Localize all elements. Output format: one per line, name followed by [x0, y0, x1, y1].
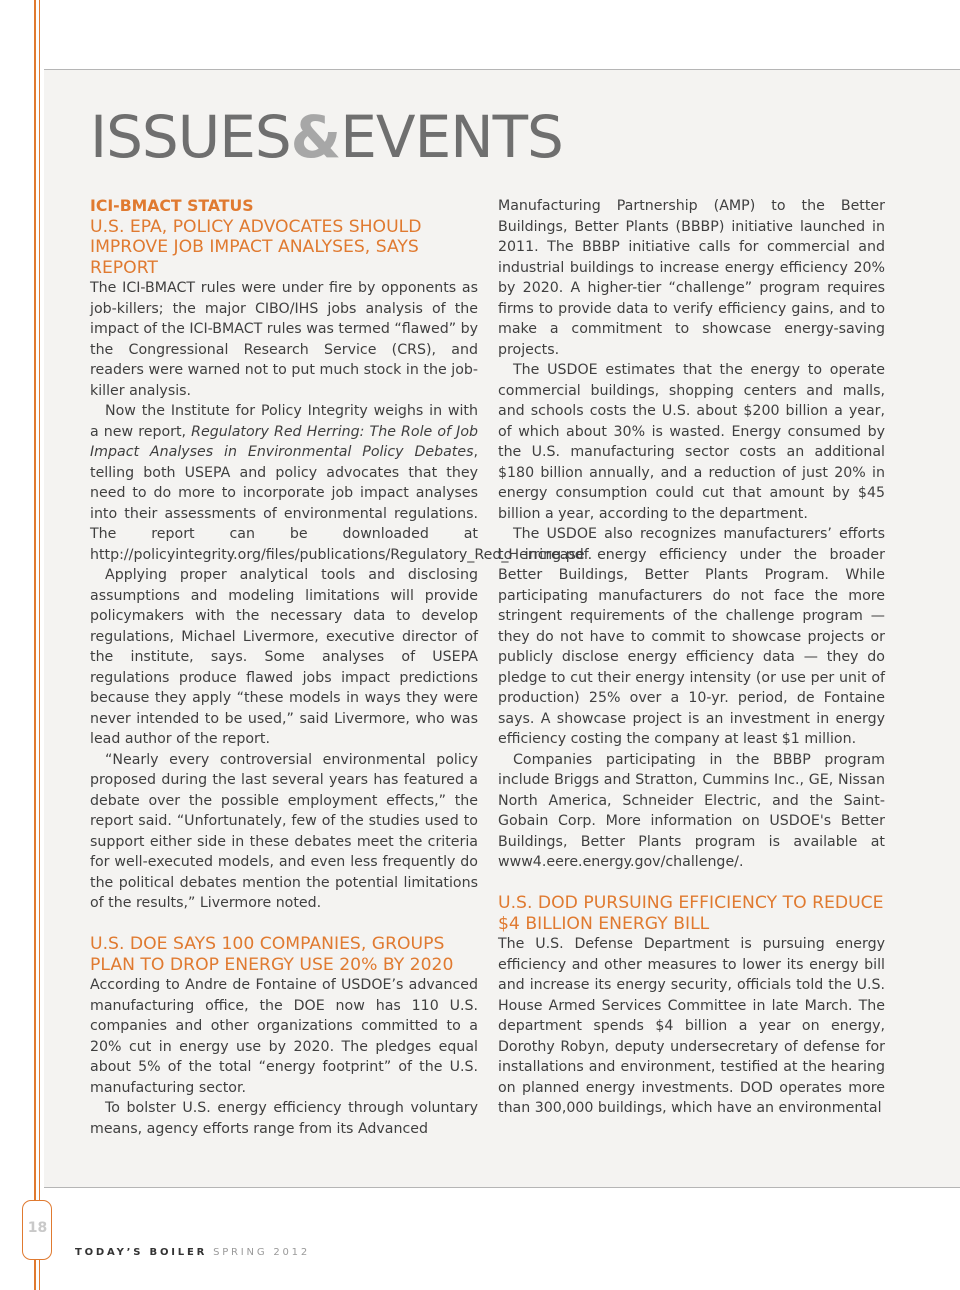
paragraph: The USDOE estimates that the energy to operate commercial buildings, shopping centers and malls, and schools costs the U.S. about $200 billion a year, of which about 30% is wasted. Energy consumed by the U.S. manufacturing sector costs an additional $180 billion annually, and a reduction of just 20% in energy consumption could cut that amount by $45 billion a year, according to the department. — [498, 362, 885, 522]
paragraph: “Nearly every controversial environmental policy proposed during the last several years has featured a debate over the possible employment effects,” the report said. “Unfortunately, few of the studies used to support either side in these debates meet the criteria for well-executed models, and even less frequently do the political debates mention the potential limitations of the results,” Livermore noted. — [90, 751, 478, 911]
section-title — [90, 100, 563, 174]
paragraph: The ICI-BMACT rules were under fire by opponents as job-killers; the major CIBO/IHS jobs analysis of the impact of the ICI-BMACT rules was termed “flawed” by the Congressional Research Service (CRS), and readers were warned not to put much stock in the job-killer analysis. — [90, 280, 478, 399]
headline-doe-100-companies: U.S. DOE SAYS 100 COMPANIES, GROUPS PLAN TO DROP ENERGY USE 20% BY 2020 — [90, 934, 454, 975]
left-rule-outer — [34, 0, 36, 1290]
publication-name: TODAY’S BOILER — [75, 1247, 208, 1258]
headline-epa-job-impact: U.S. EPA, POLICY ADVOCATES SHOULD IMPROVE JOB IMPACT ANALYSES, SAYS REPORT — [90, 216, 422, 278]
left-rule-inner — [39, 0, 41, 1290]
article-column-left — [90, 196, 593, 1139]
bottom-divider — [44, 1187, 960, 1188]
paragraph: To bolster U.S. energy efficiency through voluntary means, agency efforts range from its Advanced — [90, 1100, 478, 1137]
kicker-ici-bmact: ICI-BMACT STATUS — [90, 196, 254, 215]
section-title-issues: ISSUES — [90, 103, 291, 171]
paragraph: The USDOE also recognizes manufacturers’ efforts to increase energy efficiency under the broader Better Buildings, Better Plants Program. While participating manufacturers do not face the more stringent requirements of the challenge program — they do not have to commit to showcase projects or publicly disclose energy efficiency data — they do pledge to cut their energy intensity (or use per unit of production) 25% over a 10-yr. period, de Fontaine says. A showcase project is an investment in energy efficiency costing the company at least $1 million. — [498, 526, 885, 747]
headline-dod-efficiency: U.S. DOD PURSUING EFFICIENCY TO REDUCE $4 BILLION ENERGY BILL — [498, 893, 884, 934]
paragraph-text: Now the Institute for Policy Integrity weighs in with a new report, — [90, 403, 478, 440]
paragraph: According to Andre de Fontaine of USDOE’s advanced manufacturing office, the DOE now has 110 U.S. companies and other organizations committed to a 20% cut in energy use by 2020. The pledges equal about 5% of the total “energy footprint” of the U.S. manufacturing sector. — [90, 977, 478, 1096]
paragraph: The U.S. Defense Department is pursuing energy efficiency and other measures to lower its energy bill and increase its energy security, officials told the U.S. House Armed Services Committee in late March. The department spends $4 billion a year on energy, Dorothy Robyn, deputy undersecretary of defense for installations and environment, testified at the hearing on planned energy investments. DOD operates more than 300,000 buildings, which have an environmental — [498, 936, 885, 1116]
paragraph-text: , telling both USEPA and policy advocates that they need to do more to incorporate job impact analyses into their assessments of environmental regulations. The report can be downloaded at http://policyintegrity.org/files/publications/Regulatory_Red_Herring.pdf. — [90, 444, 593, 563]
paragraph — [90, 401, 593, 565]
page-number: 18 — [27, 1220, 48, 1236]
footer-folio — [75, 1247, 310, 1258]
spacer — [498, 873, 885, 894]
report-title: Regulatory Red Herring: The Role of Job Impact Analyses in Environmental Policy Debates — [90, 423, 478, 460]
section-title-events: EVENTS — [340, 103, 563, 171]
section-title-ampersand: & — [290, 103, 341, 171]
spacer — [90, 914, 478, 935]
paragraph: Companies participating in the BBBP program include Briggs and Stratton, Cummins Inc., GE, Nissan North America, Schneider Electric, and the Saint-Gobain Corp. More information on USDOE's Better Buildings, Better Plants program is available at www4.eere.energy.gov/challenge/. — [498, 751, 885, 870]
issue-date: SPRING 2012 — [213, 1247, 311, 1258]
paragraph: Applying proper analytical tools and disclosing assumptions and modeling limitations will provide policymakers with the necessary data to develop regulations, Michael Livermore, executive director of the institute, says. Some analyses of USEPA regulations produce flawed jobs impact predictions because they apply “these models in ways they were never intended to be used,” said Livermore, who was lead author of the report. — [90, 567, 478, 747]
paragraph: Manufacturing Partnership (AMP) to the Better Buildings, Better Plants (BBBP) initiative launched in 2011. The BBBP initiative calls for commercial and industrial buildings to increase energy efficiency 20% by 2020. A higher-tier “challenge” program requires firms to provide data to verify efficiency gains, and to make a commitment to showcase energy-saving projects. — [498, 198, 885, 358]
article-column-right — [498, 196, 885, 1119]
